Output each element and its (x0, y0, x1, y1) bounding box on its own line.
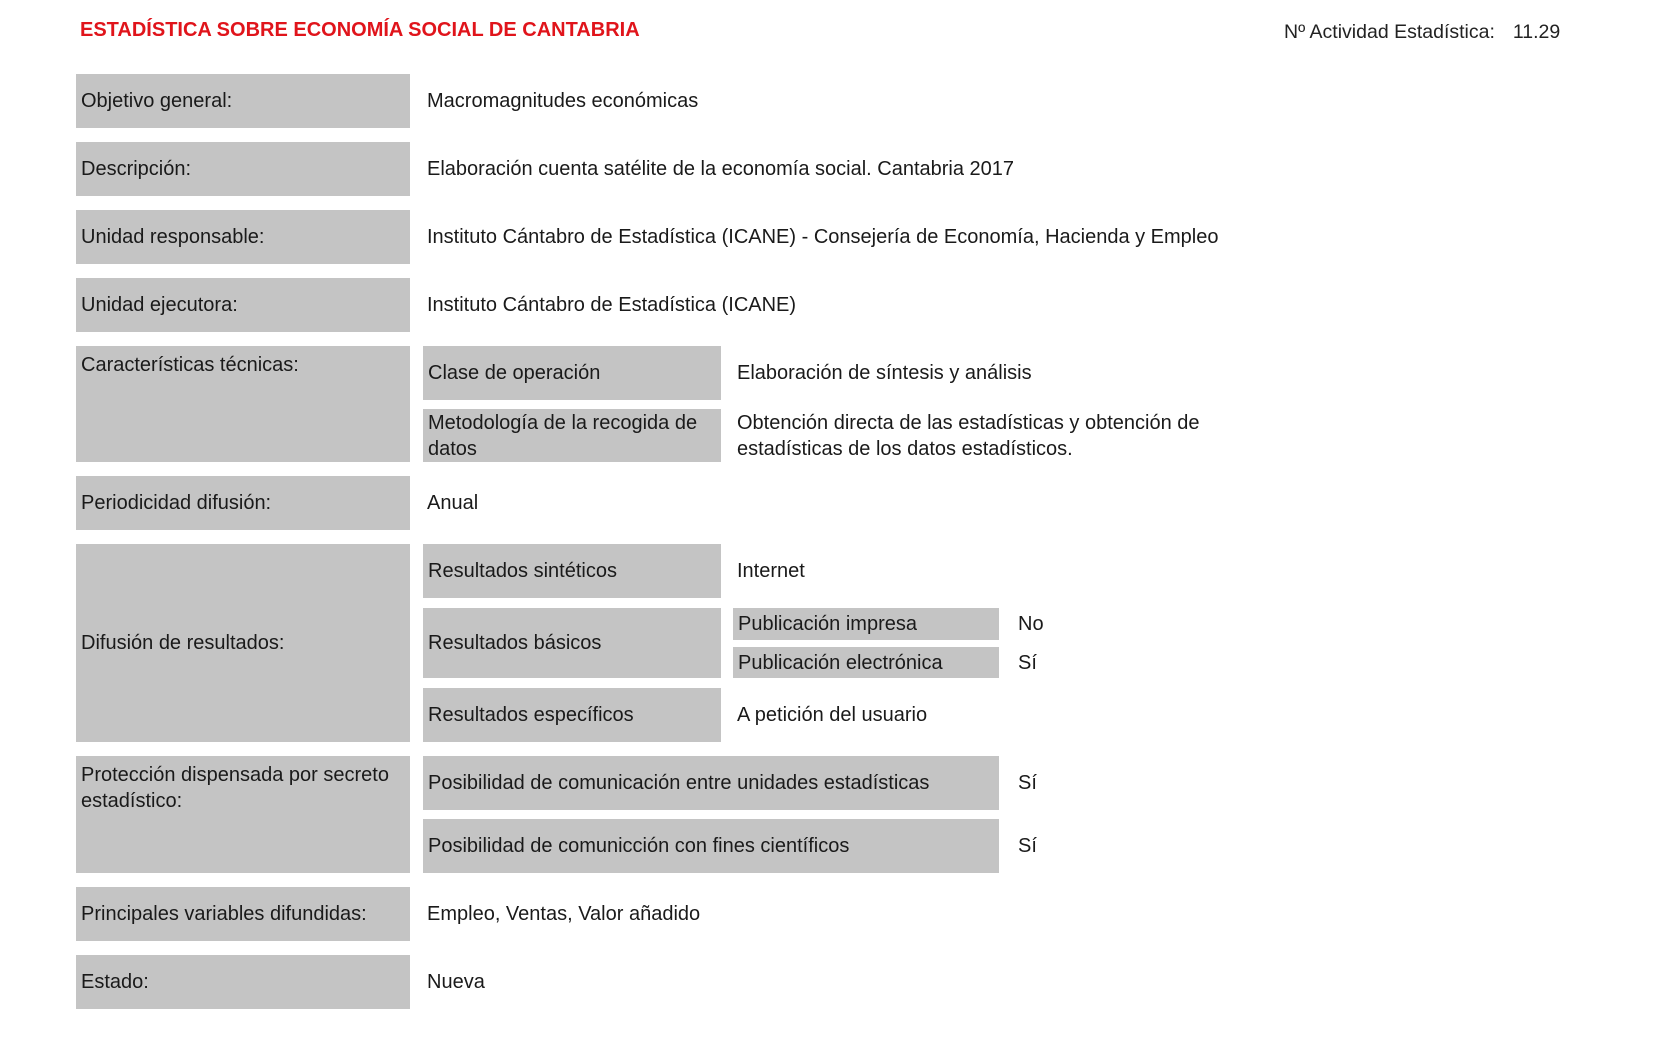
descripcion-label: Descripción: (76, 142, 410, 196)
publicacion-electronica-value: Sí (1018, 651, 1037, 674)
resultados-especificos-label: Resultados específicos (423, 688, 721, 742)
unidad-ejecutora-value: Instituto Cántabro de Estadística (ICANE) (427, 294, 797, 316)
estado-label: Estado: (76, 955, 410, 1009)
activity-number (1284, 21, 1560, 44)
unidad-responsable-value: Instituto Cántabro de Estadística (ICANE) - Consejería de Economía, Hacienda y Empleo (427, 226, 1219, 248)
fines-cientificos-value: Sí (1018, 835, 1037, 857)
caracteristicas-label: Características técnicas: (76, 346, 410, 462)
fines-cientificos-label: Posibilidad de comunicción con fines científicos (423, 819, 999, 873)
publicacion-impresa-value: No (1018, 613, 1044, 635)
metodologia-value: Obtención directa de las estadísticas y obtención de estadísticas de los datos estadísticos. (737, 411, 1200, 460)
clase-operacion-value: Elaboración de síntesis y análisis (737, 362, 1032, 384)
variables-value: Empleo, Ventas, Valor añadido (427, 903, 701, 925)
clase-operacion-label: Clase de operación (423, 346, 721, 400)
difusion-label: Difusión de resultados: (76, 544, 410, 742)
descripcion-value: Elaboración cuenta satélite de la economía social. Cantabria 2017 (427, 158, 1015, 180)
objetivo-value: Macromagnitudes económicas (427, 90, 699, 112)
unidad-ejecutora-label: Unidad ejecutora: (76, 278, 410, 332)
activity-number-value: 11.29 (1512, 21, 1561, 43)
periodicidad-value: Anual (427, 492, 479, 514)
proteccion-label: Protección dispensada por secreto estadístico: (76, 756, 410, 873)
publicacion-electronica-label: Publicación electrónica (733, 647, 999, 678)
variables-label: Principales variables difundidas: (76, 887, 410, 941)
unidad-responsable-label: Unidad responsable: (76, 210, 410, 264)
resultados-sinteticos-value: Internet (737, 560, 805, 582)
estado-value: Nueva (427, 971, 485, 993)
resultados-sinteticos-label: Resultados sintéticos (423, 544, 721, 598)
objetivo-label: Objetivo general: (76, 74, 410, 128)
periodicidad-label: Periodicidad difusión: (76, 476, 410, 530)
resultados-basicos-label: Resultados básicos (423, 608, 721, 678)
metodologia-label: Metodología de la recogida de datos (423, 409, 721, 462)
publicacion-impresa-label: Publicación impresa (733, 608, 999, 640)
resultados-especificos-value: A petición del usuario (737, 704, 928, 726)
comunicacion-unidades-label: Posibilidad de comunicación entre unidades estadísticas (423, 756, 999, 810)
page-title: ESTADÍSTICA SOBRE ECONOMÍA SOCIAL DE CANTABRIA (80, 19, 640, 41)
comunicacion-unidades-value: Sí (1018, 772, 1037, 794)
activity-number-label: Nº Actividad Estadística: (1284, 21, 1495, 43)
